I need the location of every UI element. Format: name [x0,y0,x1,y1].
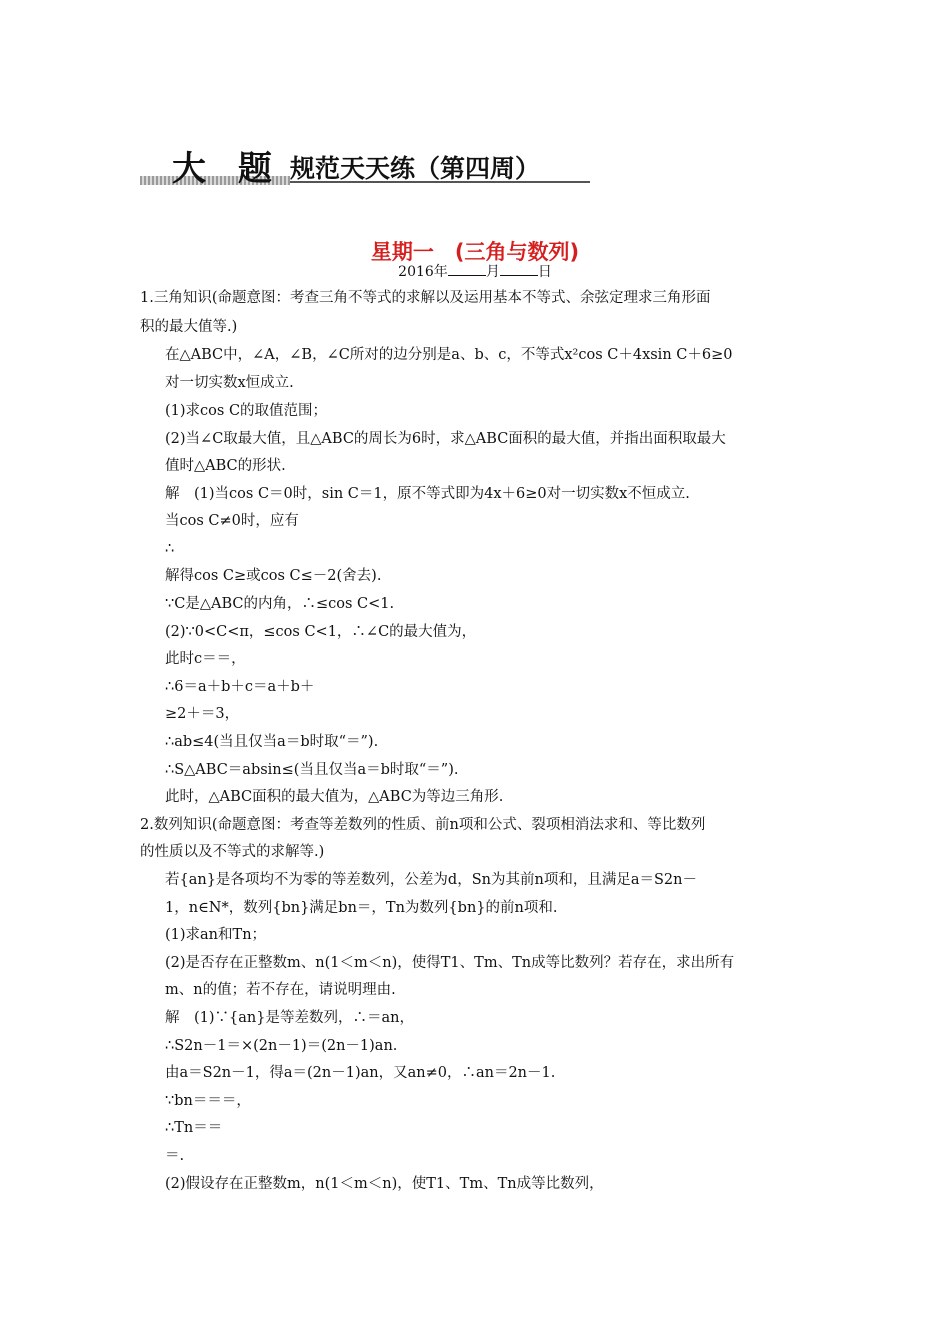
text-line: 解 (1)当cos C＝0时，sin C＝1，原不等式即为4x＋6≥0对一切实数x不恒成立. [165,486,690,502]
date-year: 2016年 [398,264,448,280]
text-line: 积的最大值等.) [140,319,238,335]
text-line: ∵bn＝＝＝， [165,1093,251,1109]
text-line: 在△ABC中，∠A，∠B，∠C所对的边分别是a、b、c，不等式x²cos C＋4xsin C＋6≥0 [165,347,733,363]
text-line: 对一切实数x恒成立. [165,375,294,391]
date-month: 月 [485,264,500,280]
date-month-blank [448,263,486,276]
date-day-blank [500,263,538,276]
text-line: 解得cos C≥或cos C≤－2(舍去). [165,568,382,584]
text-line: ∴S△ABC＝absin≤(当且仅当a＝b时取“＝”). [165,762,459,778]
banner-big-title: 大 题 [172,149,282,189]
date-line [0,261,950,281]
text-line: m、n的值；若不存在，请说明理由. [165,982,396,998]
text-line: ∴S2n－1＝×(2n－1)＝(2n－1)an. [165,1038,398,1054]
text-line: (2)∵0<C<π，≤cos C<1，∴∠C的最大值为， [165,624,477,640]
text-line: ＝. [165,1148,185,1164]
text-line: (2)是否存在正整数m、n(1＜m＜n)，使得T1、Tm、Tn成等比数列？若存在，求出所有 [165,955,735,971]
text-line: ∴Tn＝＝ [165,1120,223,1136]
text-line: 值时△ABC的形状. [165,458,286,474]
text-line: ∵C是△ABC的内角，∴≤cos C<1. [165,596,395,612]
text-line: (1)求an和Tn； [165,927,267,943]
text-line: 此时c＝＝， [165,651,246,667]
text-line: ∴6＝a＋b＋c＝a＋b＋ [165,679,315,695]
page-banner [140,143,592,189]
day-title: 星期一 (三角与数列) [370,240,580,264]
text-line: 由a＝S2n－1，得a＝(2n－1)an，又an≠0，∴an＝2n－1. [165,1065,556,1081]
text-line: 2.数列知识(命题意图：考查等差数列的性质、前n项和公式、裂项相消法求和、等比数列 [140,817,706,833]
text-line: 当cos C≠0时，应有 [165,513,299,529]
text-line: ∴ab≤4(当且仅当a＝b时取“＝”). [165,734,379,750]
text-line: (2)当∠C取最大值，且△ABC的周长为6时，求△ABC面积的最大值，并指出面积取最大 [165,431,726,447]
text-line: ≥2＋＝3， [165,706,240,722]
text-line: 1，n∈N*，数列{bn}满足bn＝，Tn为数列{bn}的前n项和. [165,900,558,916]
text-line: 1.三角知识(命题意图：考查三角不等式的求解以及运用基本不等式、余弦定理求三角形面 [140,290,711,306]
text-line: 此时，△ABC面积的最大值为，△ABC为等边三角形. [165,789,504,805]
banner-subtitle: 规范天天练（第四周） [290,154,541,183]
text-line: 解 (1)∵{an}是等差数列，∴＝an， [165,1010,414,1026]
text-line: (1)求cos C的取值范围； [165,403,328,419]
date-day: 日 [537,264,552,280]
text-line: 的性质以及不等式的求解等.) [140,844,325,860]
text-line: 若{an}是各项均不为零的等差数列，公差为d，Sn为其前n项和，且满足a＝S2n－ [165,872,697,888]
text-line: ∴ [165,541,175,557]
text-line: (2)假设存在正整数m，n(1＜m＜n)，使T1、Tm、Tn成等比数列， [165,1176,604,1192]
